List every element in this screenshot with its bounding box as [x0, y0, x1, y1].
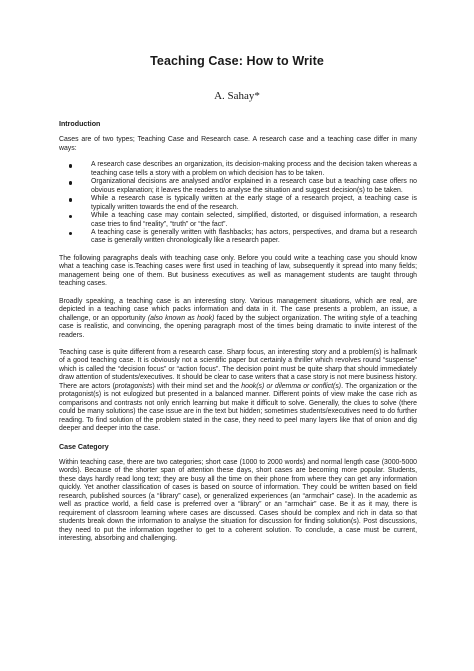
bullet-icon — [69, 232, 72, 235]
paragraph-emphasis: (also known as hook) — [147, 314, 215, 322]
list-item-text: While a teaching case may contain selected, simplified, distorted, or disguised information, a research case tries to find “reality”, “truth” or “the fact”. — [91, 212, 417, 228]
list-item-text: A teaching case is generally written with flashbacks; has actors, perspectives, and drama but a research case is generally written chronologically like a research paper. — [91, 228, 417, 245]
list-item-text: A research case describes an organization, its decision-making process and the decision taken whereas a teaching case tells a story with a problem on which decision has to be taken. — [91, 161, 417, 177]
paragraph-text: ) with their mind set and the — [152, 382, 242, 390]
list-item — [59, 212, 417, 229]
bullet-icon — [69, 164, 72, 167]
list-item — [59, 178, 417, 195]
bullet-icon — [69, 198, 72, 201]
list-item — [59, 195, 417, 212]
intro-lead-paragraph: Cases are of two types; Teaching Case and Research case. A research case and a teaching case differ in many ways: — [59, 136, 417, 152]
paragraph-emphasis: protagonists — [114, 382, 153, 390]
section-heading-case-category: Case Category — [59, 442, 109, 451]
body-paragraph — [59, 298, 417, 340]
paragraph-text: . The organization or the protagonist(s) is not eulogized but presented in a balanced manner. Different points of view make the case rich as comparisons and contrasts not only enrich learning but make it difficult to solve. Generally, the clues to solve (there could be many solutions) the case issue are in the text but hidden; sometimes students/executives need to do further reading. To find solution of the problem stated in the case, they need to peel many layers like that of onion and dig deeper and deeper into the case. — [59, 382, 418, 433]
list-item-text: Organizational decisions are analysed and/or explained in a research case but a teaching case offers no obvious explanation; it leaves the readers to analyse the situation and suggest decision(s) to be taken. — [91, 178, 417, 194]
list-item — [59, 229, 417, 246]
paper-title: Teaching Case: How to Write — [150, 54, 324, 68]
paper-body — [59, 120, 417, 543]
paragraph-text: faced by the subject organization. The writing style of a teaching case is realistic, and convincing, the opening paragraph most of the times being dramatic to invite interest of the readers. — [59, 314, 417, 339]
section-heading-introduction: Introduction — [59, 120, 101, 128]
paragraph-emphasis: hook(s) or dilemma or conflict(s) — [241, 382, 342, 390]
list-item-text: While a research case is typically written at the early stage of a research project, a teaching case is typically written towards the end of the research. — [91, 195, 417, 211]
differences-list — [59, 161, 417, 246]
bullet-icon — [69, 181, 72, 184]
paper-author: A. Sahay* — [214, 90, 260, 102]
body-paragraph: Within teaching case, there are two categories; short case (1000 to 2000 words) and normal length case (3000-5000 words). Because of the shorter span of attention these days, short cases are becoming more popular. Students, these days hardly read long text; they are busy all the time on their phone from where they can get any information quickly. Yet another classification of cases is based on source of information. They could be written based on field research, published sources (a “library” case), or generalized experiences (an “armchair” case). In the academic as well as practice world, a field case is preferred over a “library” or an “armchair” case. Be it as it may, there is requirement of classroom learning where cases are discussed. Cases should be complex and rich in data so that students break down the information to analyse the situation for discussion for finding solution(s). Post discussions, they need to put the information together to get to a coherent solution. To conclude, a case must be current, interesting, absorbing and challenging. — [59, 458, 417, 543]
list-item — [59, 161, 417, 178]
paragraph-text: Teaching case is quite different from a research case. Sharp focus, an interesting story and a problem(s) is hallmark of a good teaching case. It is obviously not a scientific paper but certainly a thriller which revolves round “suspense” which is called the “decision focus” or “action focus”. The decision point must be quite sharp that should immediately draw attention of students/executives. It should be clear to case writers that a case story is not mere business history. There are actors ( — [59, 348, 417, 390]
paragraph-text: Broadly speaking, a teaching case is an interesting story. Various management situations, which are real, are depicted in a teaching case which packs information and data in it. The case presents a problem, an issue, a challenge, or an opportunity — [59, 297, 417, 322]
bullet-icon — [69, 215, 72, 218]
body-paragraph: The following paragraphs deals with teaching case only. Before you could write a teaching case you should know what a teaching case is.Teaching cases were first used in teaching of law, subsequently it spread into many fields; management being one of them. But business executives as well as management students are taught through teaching cases. — [59, 254, 417, 288]
body-paragraph — [59, 349, 417, 434]
